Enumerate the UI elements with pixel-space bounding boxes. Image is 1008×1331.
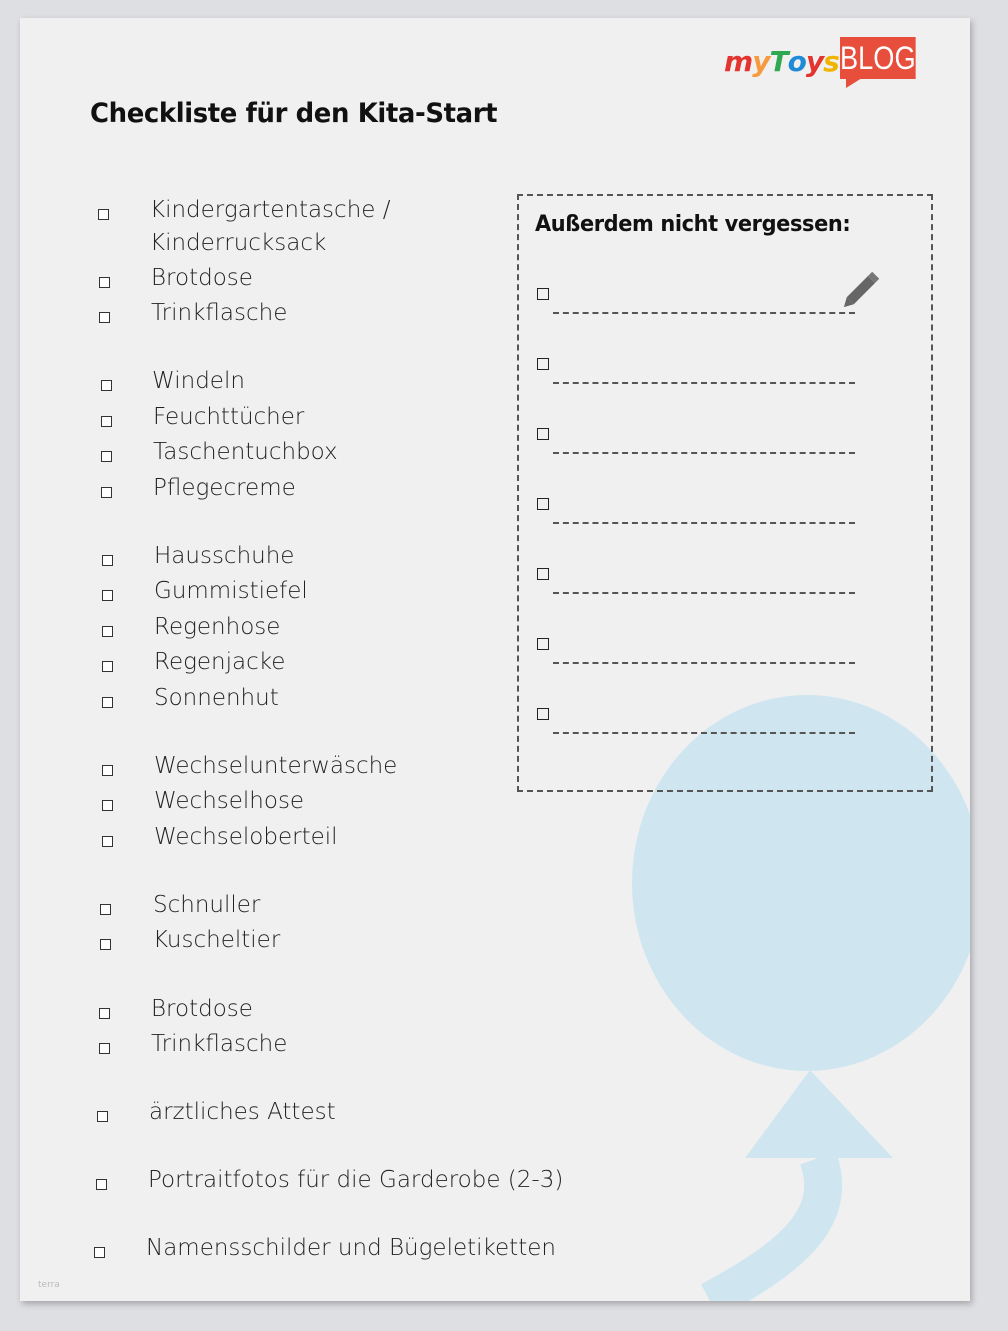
- checklist-item-label: Regenhose: [154, 614, 281, 640]
- checkbox[interactable]: [101, 451, 112, 462]
- checklist-item-label: Brotdose: [151, 265, 253, 291]
- write-line[interactable]: [553, 382, 855, 384]
- checkbox[interactable]: [102, 661, 113, 672]
- checklist-item-label: Trinkflasche: [151, 1031, 288, 1057]
- checkbox[interactable]: [100, 904, 111, 915]
- checklist-item-label: Namensschilder und Bügeletiketten: [146, 1235, 556, 1261]
- checklist-item-label: Portraitfotos für die Garderobe (2-3): [148, 1167, 564, 1193]
- checklist-item-label: ärztliches Attest: [149, 1099, 336, 1125]
- write-line[interactable]: [553, 522, 855, 524]
- checkbox[interactable]: [94, 1247, 105, 1258]
- reminder-title: Außerdem nicht vergessen:: [535, 212, 851, 237]
- checklist-item-label: Kinderrucksack: [150, 230, 327, 256]
- checkbox[interactable]: [537, 498, 549, 510]
- checklist-item-label: Kindergartentasche /: [150, 197, 391, 223]
- checklist-item-label: Wechseloberteil: [154, 824, 338, 850]
- reminder-line[interactable]: [537, 498, 867, 512]
- checkbox[interactable]: [537, 568, 549, 580]
- write-line[interactable]: [553, 732, 855, 734]
- checklist-item-label: Wechselunterwäsche: [154, 753, 398, 779]
- checkbox[interactable]: [537, 358, 549, 370]
- checkbox[interactable]: [102, 765, 113, 776]
- watermark: terra: [38, 1280, 60, 1290]
- write-line[interactable]: [553, 592, 855, 594]
- write-line[interactable]: [553, 662, 855, 664]
- checklist-page: [20, 18, 970, 1301]
- checklist-item-label: Wechselhose: [154, 788, 305, 814]
- checkbox[interactable]: [101, 416, 112, 427]
- checklist-item-label: Taschentuchbox: [153, 439, 338, 465]
- reminder-line[interactable]: [537, 428, 867, 442]
- checkbox[interactable]: [97, 1111, 108, 1122]
- reminder-line[interactable]: [537, 568, 867, 582]
- checklist-item-label: Brotdose: [151, 996, 253, 1022]
- checkbox[interactable]: [101, 487, 112, 498]
- checkbox[interactable]: [99, 1043, 110, 1054]
- checkbox[interactable]: [537, 428, 549, 440]
- checklist-item-label: Schnuller: [153, 892, 261, 918]
- checklist-item-label: Gummistiefel: [154, 578, 308, 604]
- checkbox[interactable]: [96, 1179, 107, 1190]
- pencil-icon: [841, 266, 885, 310]
- checkbox[interactable]: [100, 939, 111, 950]
- checkbox[interactable]: [102, 697, 113, 708]
- checklist-item-label: Feuchttücher: [153, 404, 305, 430]
- checkbox[interactable]: [101, 380, 112, 391]
- checklist-item-label: Sonnenhut: [154, 685, 279, 711]
- checkbox[interactable]: [102, 836, 113, 847]
- reminder-box: [517, 194, 933, 792]
- write-line[interactable]: [553, 452, 855, 454]
- checkbox[interactable]: [537, 288, 549, 300]
- blog-badge: BLOG: [840, 37, 916, 79]
- checklist-item-label: Windeln: [152, 368, 245, 394]
- reminder-line[interactable]: [537, 358, 867, 372]
- checklist-item-label: Trinkflasche: [151, 300, 288, 326]
- reminder-line[interactable]: [537, 638, 867, 652]
- checkbox[interactable]: [99, 1008, 110, 1019]
- reminder-line[interactable]: [537, 288, 867, 302]
- reminder-line[interactable]: [537, 708, 867, 722]
- checkbox[interactable]: [537, 638, 549, 650]
- page-title: Checkliste für den Kita-Start: [90, 98, 498, 129]
- checklist-item-label: Hausschuhe: [154, 543, 295, 569]
- checkbox[interactable]: [102, 555, 113, 566]
- checklist-item-label: Pflegecreme: [153, 475, 296, 501]
- checkbox[interactable]: [102, 590, 113, 601]
- write-line[interactable]: [553, 312, 855, 314]
- checkbox[interactable]: [98, 209, 109, 220]
- checkbox[interactable]: [102, 800, 113, 811]
- checklist-item-label: Regenjacke: [154, 649, 286, 675]
- checkbox[interactable]: [99, 277, 110, 288]
- checklist-item-label: Kuscheltier: [153, 927, 281, 953]
- checkbox[interactable]: [537, 708, 549, 720]
- mytoys-wordmark: myToys: [724, 45, 839, 78]
- checkbox[interactable]: [99, 312, 110, 323]
- checkbox[interactable]: [102, 626, 113, 637]
